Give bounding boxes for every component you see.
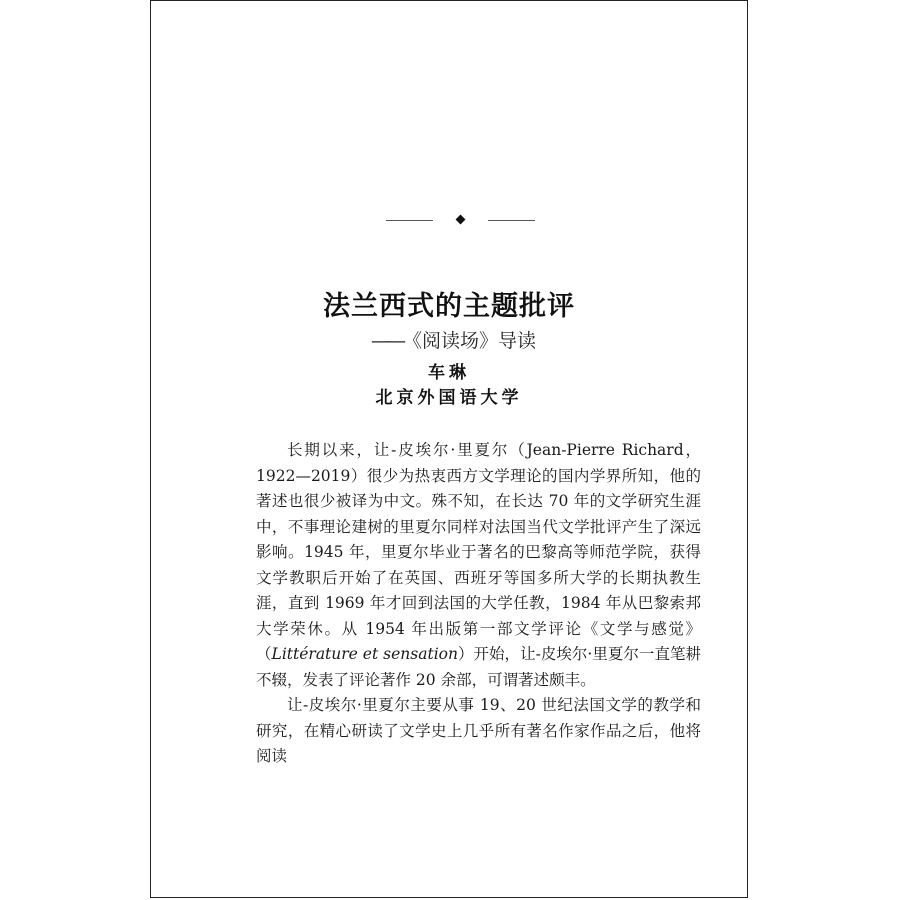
- subtitle-dash: ——: [371, 330, 403, 352]
- paragraph-1-text-b: ）开始，让-皮埃尔·里夏尔一直笔耕不辍，发表了评论著作 20 余部，可谓著述颇丰。: [256, 645, 701, 689]
- paragraph: 让-皮埃尔·里夏尔主要从事 19、20 世纪法国文学的教学和研究，在精心研读了文学史上几乎所有著名作家作品之后，他将阅读: [256, 696, 701, 765]
- ornament-rule-left: [386, 220, 433, 221]
- body-text: [256, 438, 701, 770]
- page-frame: [150, 0, 748, 898]
- book-title-italic: Littérature et sensation: [271, 645, 458, 663]
- paragraph: [256, 438, 701, 693]
- ornament-rule-right: [488, 220, 535, 221]
- subtitle-text: 《阅读场》导读: [403, 330, 537, 352]
- paragraph-1-text-a: 长期以来，让-皮埃尔·里夏尔（Jean-Pierre Richard，1922—2019）很少为热衷西方文学理论的国内学界所知，他的著述也很少被译为中文。殊不知，在长达 70 年的文学研究生涯中，不事理论建树的里夏尔同样对法国当代文学批评产生了深远影响。1945 年，里夏尔毕业于著名的巴黎高等师范学院，获得文学教职后开始了在英国、西班牙等国多所大学的长期执教生涯，直到 1969 年才回到法国的大学任教，1984 年从巴黎索邦大学荣休。从 1954 年出版第一部文学评论《文学与感觉》（: [256, 441, 701, 663]
- author-affiliation: 北京外国语大学: [375, 388, 523, 408]
- chapter-title: 法兰西式的主题批评: [323, 291, 575, 322]
- chapter-subtitle: [371, 326, 671, 353]
- diamond-icon: [456, 215, 466, 225]
- section-ornament: [151, 211, 747, 231]
- author-name: 车琳: [428, 363, 470, 383]
